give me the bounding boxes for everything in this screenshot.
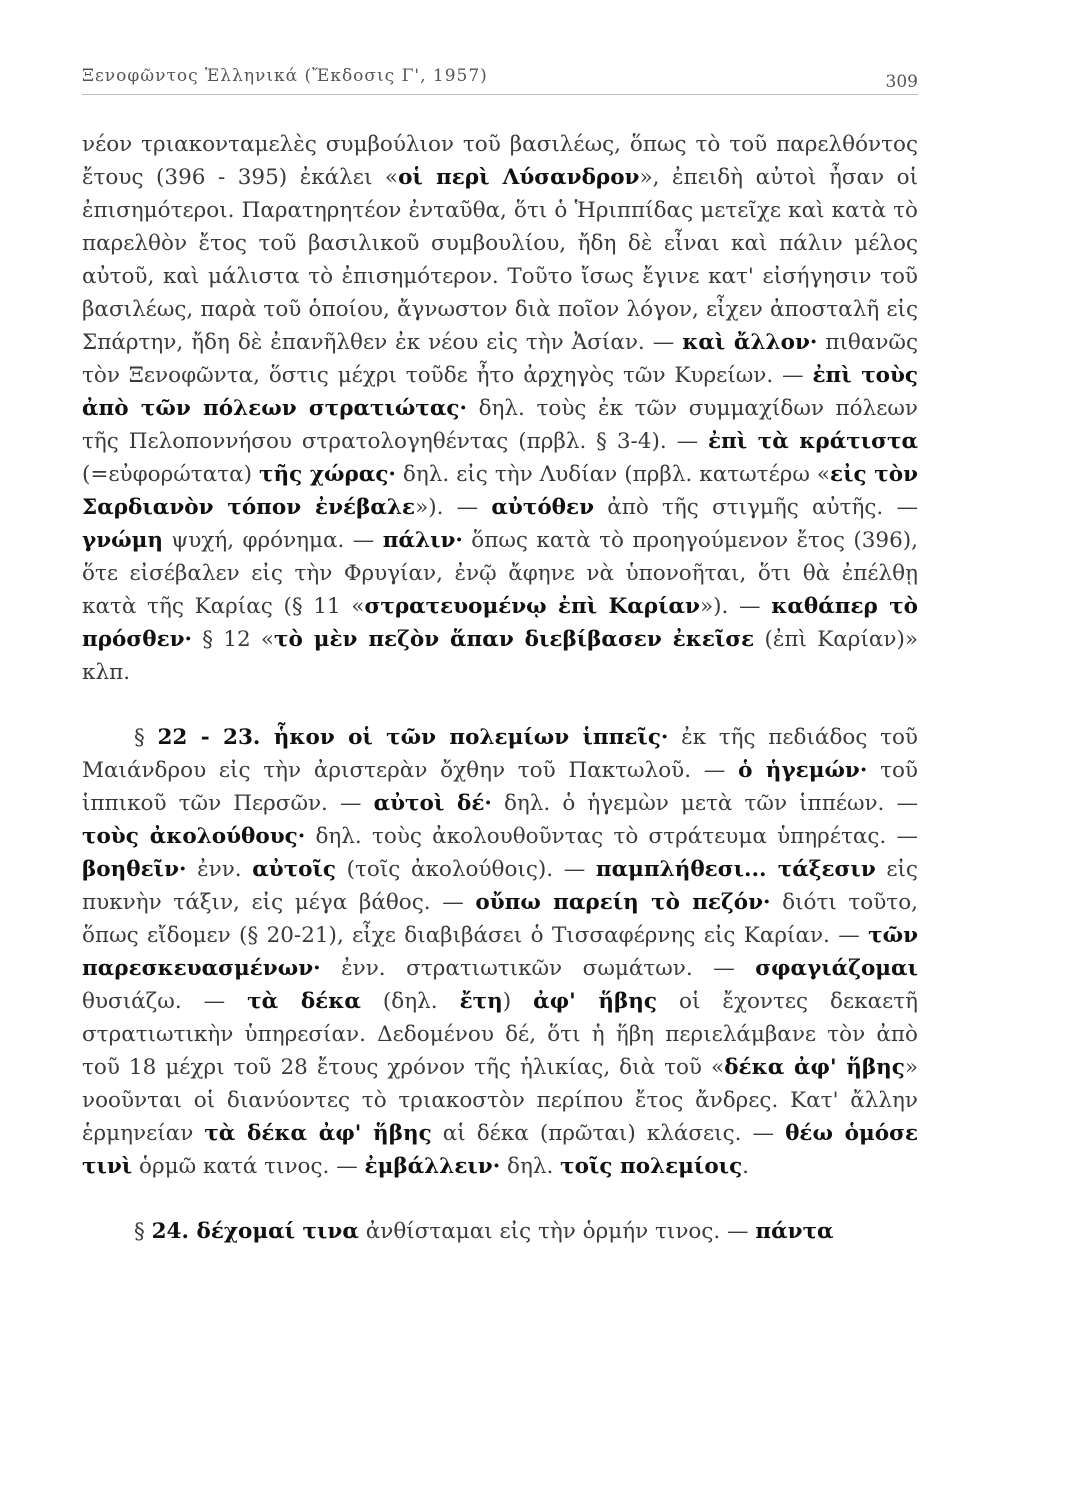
running-header: [82, 62, 918, 95]
lemma-term: τὰ δέκα: [247, 989, 361, 1014]
commentary-segment: δηλ.: [500, 1154, 561, 1179]
commentary-segment: §: [134, 1219, 152, 1244]
commentary-segment: δηλ. τοὺς ἀκολουθοῦντας τὸ στράτευμα ὑπηρέτας. —: [305, 824, 918, 849]
commentary-segment: νέον τριακονταμελὲς συμβούλιον τοῦ βασιλέως, ὅπως τὸ τοῦ παρελθόντος ἔτους (396 - 395) ἐκάλει «: [82, 132, 918, 190]
lemma-term: τὰ δέκα ἀφ' ἥβης: [204, 1121, 432, 1146]
commentary-segment: §: [134, 725, 158, 750]
lemma-term: ἔτη: [459, 989, 503, 1014]
lemma-term: θέω ὁμόσε τινὶ: [82, 1121, 919, 1179]
commentary-segment: » νοοῦνται οἱ διανύοντες τὸ τριακοστὸν περίπου ἔτος ἄνδρες. Κατ' ἄλλην ἑρμηνείαν: [82, 1055, 918, 1146]
commentary-segment: ἐνν.: [186, 857, 253, 882]
commentary-segment: δηλ. τοὺς ἐκ τῶν συμμαχίδων πόλεων τῆς Πελοποννήσου στρατολογηθέντας (πρβλ. § 3-4). —: [82, 396, 918, 454]
lemma-term: εἰς τὸν Σαρδιανὸν τόπον ἐνέβαλε: [82, 462, 918, 520]
commentary-segment: ἀπὸ τῆς στιγμῆς αὐτῆς. —: [594, 495, 918, 520]
lemma-term: 22 - 23. ἧκον οἱ τῶν πολεμίων ἱππεῖς·: [157, 725, 669, 750]
commentary-segment: (=εὐφορώτατα): [82, 462, 260, 487]
running-title: Ξενοφῶντος Ἑλληνικά (Ἔκδοσις Γ', 1957): [82, 66, 488, 86]
lemma-term: τῶν παρεσκευασμένων·: [82, 923, 918, 981]
commentary-segment: (ἐπὶ Καρίαν)» κλπ.: [82, 627, 919, 685]
lemma-term: ἐμβάλλειν·: [364, 1154, 501, 1179]
commentary-segment: », ἐπειδὴ αὐτοὶ ἦσαν οἱ ἐπισημότεροι. Παρατηρητέον ἐνταῦθα, ὅτι ὁ Ἡριππίδας μετεῖχε καὶ κατὰ τὸ παρελθὸν ἔτος τοῦ βασιλικοῦ συμβουλίου, ἤδη δὲ εἶναι καὶ πάλιν μέλος αὐτοῦ, καὶ μάλιστα τὸ ἐπισημότερον. Τοῦτο ἴσως ἔγινε κατ' εἰσήγησιν τοῦ βασιλέως, παρὰ τοῦ ὁποίου, ἄγνωστον διὰ ποῖον λόγον, εἶχεν ἀποσταλῆ εἰς Σπάρτην, ἤδη δὲ ἐπανῆλθεν ἐκ νέου εἰς τὴν Ἀσίαν. —: [82, 165, 918, 355]
lemma-term: τοὺς ἀκολούθους·: [82, 824, 306, 849]
lemma-term: πάλιν·: [382, 528, 463, 553]
commentary-segment: ὁρμῶ κατά τινος. —: [132, 1154, 365, 1179]
lemma-term: βοηθεῖν·: [82, 857, 187, 882]
commentary-segment: »). —: [699, 594, 772, 619]
lemma-term: οὔπω παρείη τὸ πεζόν·: [475, 890, 771, 915]
commentary-segment: (τοῖς ἀκολούθοις). —: [336, 857, 596, 882]
commentary-segment: ἀνθίσταμαι εἰς τὴν ὁρμήν τινος. —: [358, 1219, 756, 1244]
lemma-term: πάντα: [755, 1219, 834, 1244]
lemma-term: ἐπὶ τὰ κράτιστα: [707, 429, 918, 454]
commentary-segment: (δηλ.: [360, 989, 460, 1014]
lemma-term: αὐτόθεν: [491, 495, 594, 520]
lemma-term: γνώμη: [82, 528, 163, 553]
paragraph-section-22-23: [82, 721, 918, 1183]
commentary-segment: δηλ. ὁ ἡγεμὼν μετὰ τῶν ἱππέων. —: [491, 791, 918, 816]
commentary-segment: δηλ. εἰς τὴν Λυδίαν (πρβλ. κατωτέρω «: [395, 462, 831, 487]
commentary-segment: ): [502, 989, 534, 1014]
commentary-segment: »). —: [415, 495, 492, 520]
lemma-term: 24. δέχομαί τινα: [151, 1219, 359, 1244]
lemma-term: τοῖς πολεμίοις: [560, 1154, 743, 1179]
lemma-term: ἀφ' ἥβης: [533, 989, 658, 1014]
commentary-segment: οἱ ἔχοντες δεκαετῆ στρατιωτικὴν ὑπηρεσίαν. Δεδομένου δέ, ὅτι ἡ ἥβη περιελάμβανε τὸν ἀπὸ τοῦ 18 μέχρι τοῦ 28 ἔτους χρόνον τῆς ἡλικίας, διὰ τοῦ «: [82, 989, 919, 1080]
page-number: 309: [885, 72, 918, 92]
lemma-term: παμπλήθεσι... τάξεσιν: [595, 857, 876, 882]
lemma-term: δέκα ἀφ' ἥβης: [724, 1055, 905, 1080]
lemma-term: αὐτοὶ δέ·: [373, 791, 492, 816]
lemma-term: καθάπερ τὸ πρόσθεν·: [82, 594, 918, 652]
lemma-term: στρατευομένῳ ἐπὶ Καρίαν: [364, 594, 700, 619]
lemma-term: σφαγιάζομαι: [755, 956, 918, 981]
paragraph-section-24: [82, 1215, 918, 1248]
lemma-term: καὶ ἄλλον·: [682, 330, 818, 355]
commentary-segment: ἐκ τῆς πεδιάδος τοῦ Μαιάνδρου εἰς τὴν ἀριστερὰν ὄχθην τοῦ Πακτωλοῦ. —: [82, 725, 918, 783]
commentary-segment: αἱ δέκα (πρῶται) κλάσεις. —: [431, 1121, 786, 1146]
lemma-term: ἐπὶ τοὺς ἀπὸ τῶν πόλεων στρατιώτας·: [82, 363, 919, 421]
lemma-term: τὸ μὲν πεζὸν ἅπαν διεβίβασεν ἐκεῖσε: [274, 627, 755, 652]
paragraph-commentary-continued: [82, 128, 918, 689]
lemma-term: ὁ ἡγεμών·: [738, 758, 868, 783]
commentary-segment: ψυχή, φρόνημα. —: [162, 528, 383, 553]
commentary-segment: .: [742, 1154, 749, 1179]
commentary-segment: τοῦ ἱππικοῦ τῶν Περσῶν. —: [82, 758, 918, 816]
commentary-segment: διότι τοῦτο, ὅπως εἴδομεν (§ 20-21), εἶχε διαβιβάσει ὁ Τισσαφέρνης εἰς Καρίαν. —: [82, 890, 918, 948]
commentary-segment: πιθανῶς τὸν Ξενοφῶντα, ὅστις μέχρι τοῦδε ἦτο ἀρχηγὸς τῶν Κυρείων. —: [82, 330, 918, 388]
commentary-segment: ἐνν. στρατιωτικῶν σωμάτων. —: [320, 956, 756, 981]
commentary-segment: ὅπως κατὰ τὸ προηγούμενον ἔτος (396), ὅτε εἰσέβαλεν εἰς τὴν Φρυγίαν, ἐνῷ ἄφηνε νὰ ὑπονοῆται, ὅτι θὰ ἐπέλθῃ κατὰ τῆς Καρίας (§ 11 «: [82, 528, 918, 619]
commentary-segment: εἰς πυκνὴν τάξιν, εἰς μέγα βάθος. —: [82, 857, 918, 915]
commentary-segment: § 12 «: [192, 627, 275, 652]
lemma-term: οἱ περὶ Λύσανδρον: [398, 165, 640, 190]
commentary-text: [82, 128, 918, 1248]
commentary-segment: θυσιάζω. —: [82, 989, 248, 1014]
lemma-term: τῆς χώρας·: [259, 462, 396, 487]
lemma-term: αὐτοῖς: [252, 857, 337, 882]
